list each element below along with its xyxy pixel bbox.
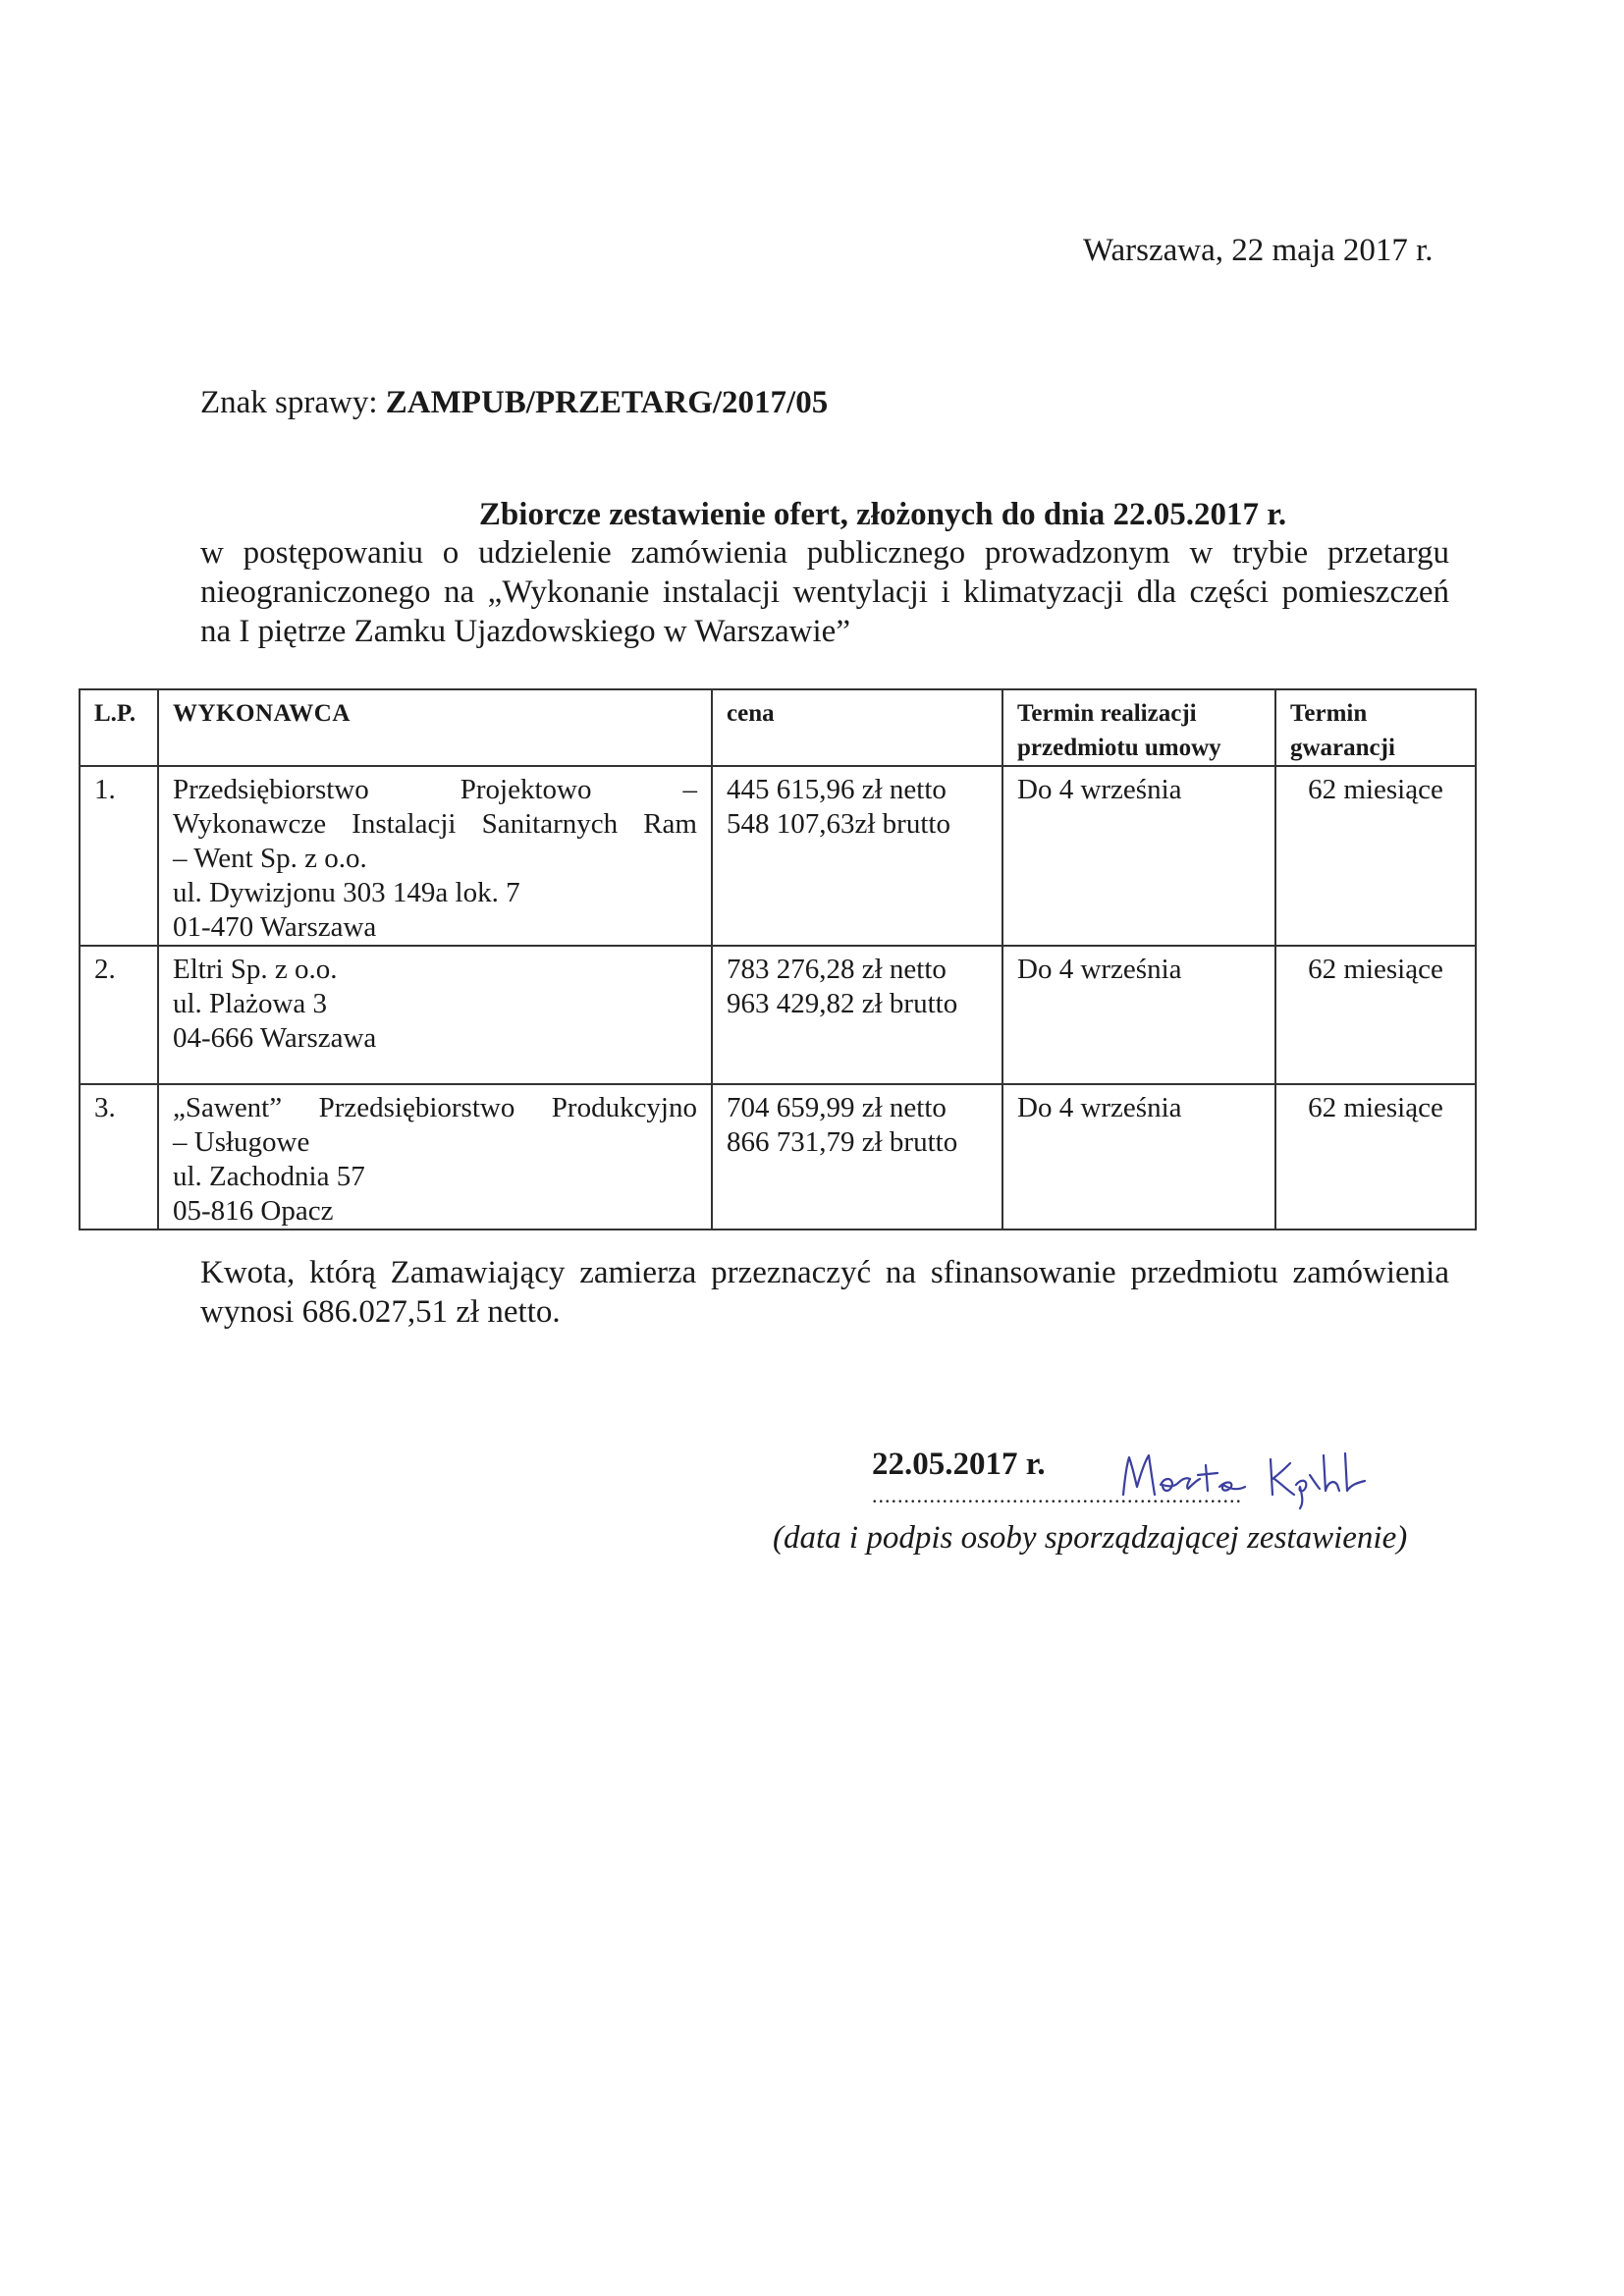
table-row — [80, 766, 1476, 946]
cell-term: Do 4 września — [1002, 946, 1275, 1084]
summary-line: wynosi 686.027,51 zł netto. — [200, 1294, 561, 1330]
case-label: Znak sprawy: — [200, 385, 378, 420]
handwritten-signature — [1117, 1436, 1373, 1514]
header-term-line: przedmiotu umowy — [1017, 735, 1221, 761]
case-number: ZAMPUB/PRZETARG/2017/05 — [385, 385, 829, 420]
header-warranty: Termin gwarancji — [1275, 689, 1476, 766]
cell-warranty: 62 miesiące — [1275, 1084, 1476, 1230]
cell-price — [712, 1084, 1002, 1230]
intro-line: na I piętrze Zamku Ujazdowskiego w Warszawie” — [200, 614, 850, 649]
price-net: 445 615,96 zł netto — [727, 774, 947, 805]
cell-lp: 3. — [80, 1084, 158, 1230]
cell-contractor — [158, 766, 712, 946]
contractor-line: 04-666 Warszawa — [173, 1022, 377, 1054]
cell-term: Do 4 września — [1002, 1084, 1275, 1230]
contractor-line: Przedsiębiorstwo Projektowo – — [173, 774, 697, 805]
signature-date: 22.05.2017 r. — [872, 1447, 1046, 1482]
table-row — [80, 946, 1476, 1084]
contractor-line: – Went Sp. z o.o. — [173, 843, 367, 874]
cell-warranty: 62 miesiące — [1275, 766, 1476, 946]
case-reference — [200, 385, 828, 421]
price-net: 704 659,99 zł netto — [727, 1092, 947, 1123]
offers-table — [79, 688, 1477, 1230]
place-date: Warszawa, 22 maja 2017 r. — [1083, 233, 1434, 268]
intro-paragraph — [200, 533, 1449, 651]
contractor-line: – Usługowe — [173, 1126, 310, 1158]
document-title: Zbiorcze zestawienie ofert, złożonych do dnia 22.05.2017 r. — [478, 497, 1287, 532]
contractor-line: „Sawent” Przedsiębiorstwo Produkcyjno — [173, 1092, 697, 1123]
table-header-row — [80, 689, 1476, 766]
contractor-line: Wykonawcze Instalacji Sanitarnych Ram — [173, 808, 697, 840]
cell-price — [712, 766, 1002, 946]
signature-caption: (data i podpis osoby sporządzającej zestawienie) — [773, 1520, 1408, 1556]
price-gross: 866 731,79 zł brutto — [727, 1126, 958, 1158]
cell-warranty: 62 miesiące — [1275, 946, 1476, 1084]
header-contractor: WYKONAWCA — [158, 689, 712, 766]
table-row — [80, 1084, 1476, 1230]
cell-lp: 1. — [80, 766, 158, 946]
header-term-line: Termin realizacji — [1017, 700, 1197, 727]
contractor-line: ul. Zachodnia 57 — [173, 1161, 365, 1192]
price-gross: 963 429,82 zł brutto — [727, 988, 958, 1019]
cell-contractor — [158, 946, 712, 1084]
contractor-line: ul. Plażowa 3 — [173, 988, 328, 1019]
header-price: cena — [712, 689, 1002, 766]
cell-contractor — [158, 1084, 712, 1230]
price-net: 783 276,28 zł netto — [727, 954, 947, 985]
contractor-line: 05-816 Opacz — [173, 1195, 334, 1227]
budget-summary — [200, 1253, 1449, 1332]
contractor-line: ul. Dywizjonu 303 149a lok. 7 — [173, 877, 520, 908]
price-gross: 548 107,63zł brutto — [727, 808, 950, 840]
summary-line: Kwota, którą Zamawiający zamierza przeznaczyć na sfinansowanie przedmiotu zamówienia — [200, 1255, 1449, 1290]
contractor-line: 01-470 Warszawa — [173, 911, 377, 943]
cell-lp: 2. — [80, 946, 158, 1084]
header-term — [1002, 689, 1275, 766]
contractor-line: Eltri Sp. z o.o. — [173, 954, 338, 985]
cell-term: Do 4 września — [1002, 766, 1275, 946]
intro-line: w postępowaniu o udzielenie zamówienia publicznego prowadzonym w trybie przetargu — [200, 535, 1449, 571]
cell-price — [712, 946, 1002, 1084]
intro-line: nieograniczonego na „Wykonanie instalacji wentylacji i klimatyzacji dla części pomieszczeń — [200, 574, 1449, 610]
header-lp: L.P. — [80, 689, 158, 766]
signature-dotted-line: .......................................................... — [872, 1483, 1242, 1507]
